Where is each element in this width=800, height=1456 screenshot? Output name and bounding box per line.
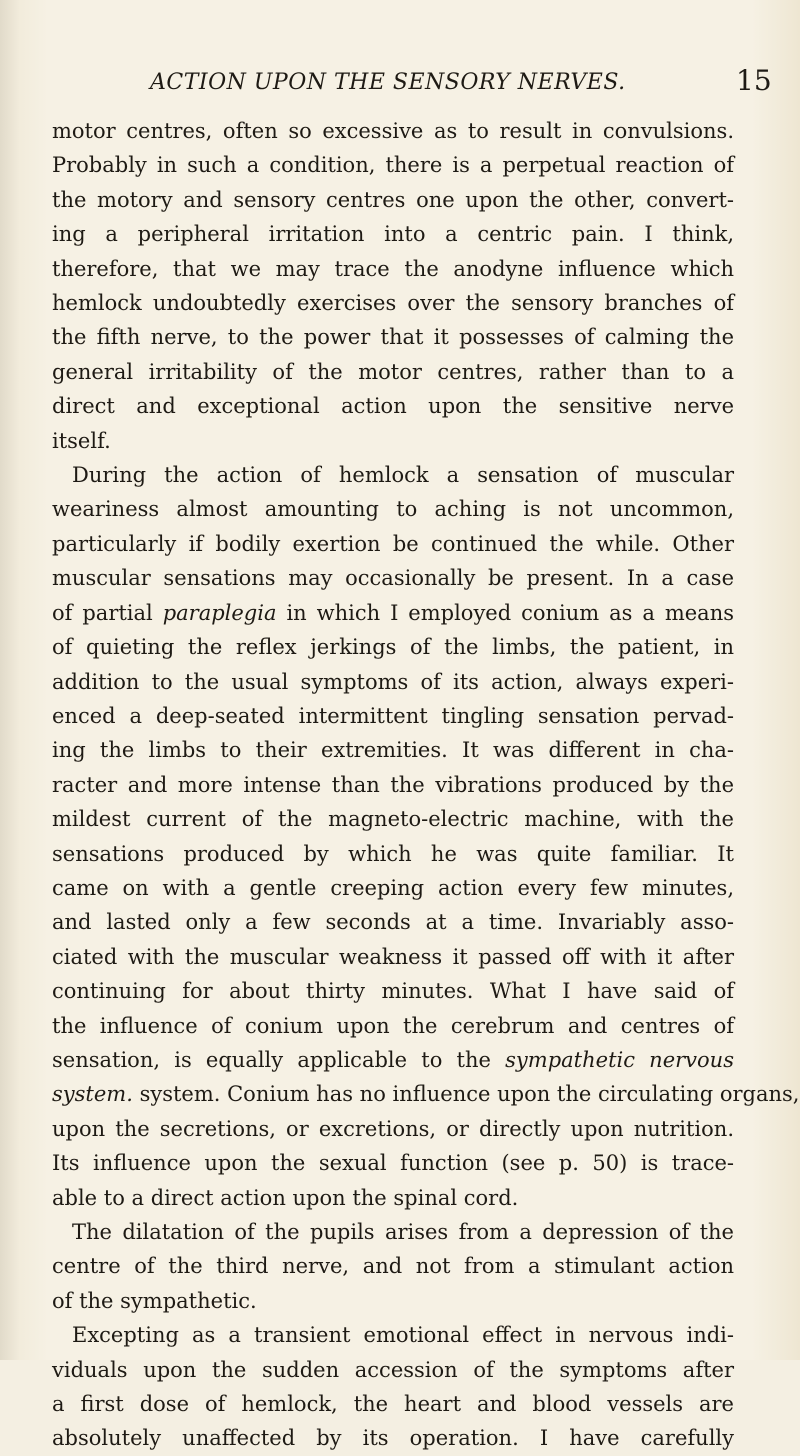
running-header: ACTION UPON THE SENSORY NERVES. <box>150 70 626 95</box>
inline-text: system. Conium has no influence upon the circulating organs, <box>139 1082 800 1107</box>
text-line: Probably in such a condition, there is a perpetual reaction of <box>52 153 734 178</box>
text-line-with-italic <box>52 596 734 630</box>
text-line: upon the secretions, or excretions, or directly upon nutrition. <box>52 1116 734 1141</box>
text-line: Its influence upon the sexual function (see p. 50) is trace- <box>52 1151 734 1176</box>
body-text <box>52 114 800 1456</box>
text-line: racter and more intense than the vibrations produced by the <box>52 772 734 797</box>
text-line: particularly if bodily exertion be continued the while. Other <box>52 531 734 556</box>
text-line: the motory and sensory centres one upon the other, convert- <box>52 187 734 212</box>
text-line-with-italic <box>52 1077 800 1111</box>
inline-text: in which I employed conium as a means <box>286 600 734 625</box>
italic-term: paraplegia <box>162 600 277 625</box>
text-line: came on with a gentle creeping action every few minutes, <box>52 875 734 900</box>
inline-text: of partial <box>52 600 153 625</box>
paragraph-start-line: During the action of hemlock a sensation of muscular <box>72 463 734 488</box>
text-line: the fifth nerve, to the power that it possesses of calming the <box>52 325 734 350</box>
text-line: sensations produced by which he was quite familiar. It <box>52 841 734 866</box>
text-line: motor centres, often so excessive as to result in convulsions. <box>52 119 734 143</box>
text-line: ciated with the muscular weakness it passed off with it after <box>52 944 734 969</box>
italic-term: system. <box>52 1082 133 1107</box>
paragraph-start-line: Excepting as a transient emotional effect in nervous indi- <box>72 1323 734 1348</box>
text-line: addition to the usual symptoms of its action, always experi- <box>52 669 734 694</box>
paragraph-start-line: The dilatation of the pupils arises from a depression of the <box>72 1220 734 1244</box>
text-line-with-italic <box>52 1043 734 1077</box>
text-line: and lasted only a few seconds at a time. Invariably asso- <box>52 910 734 935</box>
text-line: a first dose of hemlock, the heart and blood vessels are <box>52 1392 734 1417</box>
text-line: ing a peripheral irritation into a centric pain. I think, <box>52 222 734 247</box>
page-gutter-shadow <box>0 0 20 1360</box>
text-line: general irritability of the motor centres, rather than to a <box>52 359 734 384</box>
text-line: hemlock undoubtedly exercises over the sensory branches of <box>52 291 734 316</box>
text-line: of quieting the reflex jerkings of the limbs, the patient, in <box>52 635 734 660</box>
text-line: of the sympathetic. <box>52 1288 257 1313</box>
text-line: weariness almost amounting to aching is not uncommon, <box>52 497 734 522</box>
text-line: itself. <box>52 428 111 453</box>
italic-term: sympathetic nervous <box>505 1047 734 1072</box>
text-line: muscular sensations may occasionally be present. In a case <box>52 566 734 591</box>
text-line: therefore, that we may trace the anodyne influence which <box>52 256 734 281</box>
inline-text: sensation, is equally applicable to the <box>52 1047 491 1072</box>
text-line: absolutely unaffected by its operation. I have carefully <box>52 1426 734 1451</box>
page-number: 15 <box>736 64 772 97</box>
text-line: direct and exceptional action upon the sensitive nerve <box>52 394 734 419</box>
text-line: the influence of conium upon the cerebrum and centres of <box>52 1013 734 1038</box>
text-line: enced a deep-seated intermittent tingling sensation pervad- <box>52 703 734 728</box>
text-line: ing the limbs to their extremities. It was different in cha- <box>52 738 734 763</box>
text-line: mildest current of the magneto-electric machine, with the <box>52 807 734 832</box>
text-line: able to a direct action upon the spinal cord. <box>52 1185 519 1210</box>
text-line: viduals upon the sudden accession of the symptoms after <box>52 1357 734 1382</box>
text-line: centre of the third nerve, and not from a stimulant action <box>52 1254 734 1279</box>
text-line: continuing for about thirty minutes. What I have said of <box>52 979 734 1004</box>
